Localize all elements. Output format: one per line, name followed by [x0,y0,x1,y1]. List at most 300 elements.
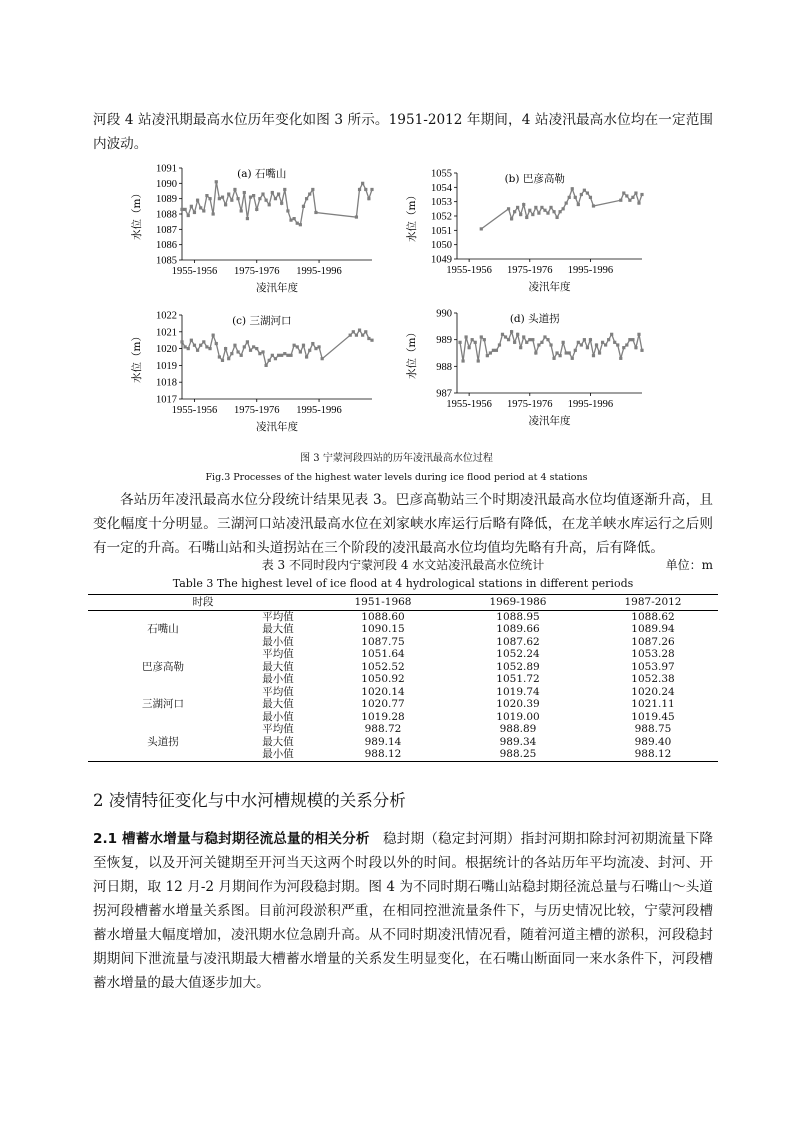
table-row [88,723,718,736]
data-point [559,354,562,357]
data-point [240,209,243,212]
data-point [246,340,249,343]
chart-d-svg [395,305,655,445]
cell: 988.75 [634,723,672,735]
data-point [180,208,183,211]
cell: 988.25 [448,748,588,761]
y-axis-label: 水位（m） [406,190,418,242]
data-point [480,227,483,230]
cell: 1090.15 [361,623,405,635]
station-name: 巴彦高勒 [142,660,184,673]
y-tick-label: 1087 [156,224,177,236]
data-point [221,359,224,362]
cell: 1020.14 [361,685,405,698]
data-point [562,207,565,210]
data-point [364,188,367,191]
data-point [184,208,187,211]
cell: 989.14 [364,735,402,748]
data-point [522,335,525,338]
data-point [218,197,221,200]
cell: 988.72 [364,723,402,735]
data-point [498,343,501,346]
data-point [637,333,640,336]
table-title-en: Table 3 The highest level of ice flood at 4 hydrological stations in different periods [172,577,634,590]
data-point [252,345,255,348]
data-point [525,341,528,344]
y-tick-label: 1053 [431,197,452,209]
data-point [510,330,513,333]
chart-b-svg [395,165,655,315]
data-point [616,343,619,346]
data-point [516,206,519,209]
data-point [507,207,510,210]
data-point [212,212,215,215]
data-point [236,197,239,200]
cell: 1087.75 [361,635,405,648]
data-point [513,341,516,344]
chart-a-svg [120,160,380,310]
x-tick-label: 1955-1956 [446,265,492,276]
cell: 1053.97 [631,660,675,673]
stats-table [88,594,718,762]
data-point [314,211,317,214]
data-point [577,203,580,206]
data-point [519,346,522,349]
cell: 1020.77 [361,698,405,710]
data-point [202,340,205,343]
x-tick-label: 1975-1976 [507,265,553,276]
data-point [601,341,604,344]
data-point [549,343,552,346]
x-tick-label: 1995-1996 [567,399,614,410]
data-point [212,334,215,337]
data-point [302,344,305,347]
y-axis-label: 水位（m） [406,327,418,379]
station-name: 三湖河口 [142,698,184,710]
data-point [314,347,317,350]
station-name: 石嘴山 [147,623,179,635]
data-point [580,193,583,196]
x-axis-label: 凌汛年度 [528,415,571,427]
data-point [622,191,625,194]
data-point [317,345,320,348]
cell: 1021.11 [631,698,675,710]
header-col: 1951-1968 [318,595,448,611]
data-point [468,346,471,349]
x-axis-label: 凌汛年度 [256,282,298,294]
data-point [595,343,598,346]
y-tick-label: 1086 [156,240,177,252]
data-point [252,194,255,197]
table-header-row [88,595,718,611]
data-point [283,352,286,355]
data-point [537,212,540,215]
data-point [230,352,233,355]
figure-caption-cn: 图 3 宁蒙河段四站的历年凌汛最高水位过程 [300,453,493,464]
data-point [202,209,205,212]
data-point [255,347,258,350]
data-point [224,203,227,206]
table-title-cn: 表 3 不同时段内宁蒙河段 4 水文站凌汛最高水位统计 [261,558,545,572]
cell: 1020.39 [496,698,540,710]
data-point [516,333,519,336]
stat-label: 最大值 [262,660,294,673]
data-point [311,342,314,345]
data-point [583,338,586,341]
chart-b [395,165,655,319]
data-point [308,192,311,195]
cell: 988.89 [499,723,537,735]
data-point [604,343,607,346]
stat-label: 最小值 [262,673,294,685]
y-tick-label: 1022 [156,310,177,322]
data-point [280,202,283,205]
cell: 1052.89 [496,660,540,673]
data-point [224,347,227,350]
data-point [631,196,634,199]
stat-label: 最小值 [262,635,294,648]
data-point [555,216,558,219]
data-point [495,349,498,352]
data-point [271,191,274,194]
data-point [534,206,537,209]
data-point [619,357,622,360]
stat-label: 最大值 [262,735,294,748]
data-point [261,350,264,353]
data-point [543,335,546,338]
data-point [205,194,208,197]
data-point [528,338,531,341]
paragraph-2: 各站历年凌汛最高水位分段统计结果见表 3。巴彦高勒站三个时期凌汛最高水位均值逐渐升高，且变化幅度十分明显。三湖河口站凌汛最高水位在刘家峡水库运行后略有降低，在龙羊峡水库运行之后则有一定的升高。石嘴山站和头道拐站在三个阶段的凌汛最高水位均值均先略有升高，后有降低。 [93,492,713,556]
data-point [193,211,196,214]
data-point [218,355,221,358]
data-point [233,188,236,191]
data-point [589,196,592,199]
data-point [546,338,549,341]
data-point [243,345,246,348]
data-point [358,188,361,191]
data-point [199,206,202,209]
data-point [461,359,464,362]
data-point [634,191,637,194]
station-name: 头道拐 [88,723,238,761]
data-point [286,209,289,212]
data-point [634,346,637,349]
data-point [592,204,595,207]
data-point [258,352,261,355]
data-point [286,354,289,357]
data-point [199,344,202,347]
subsection-paragraph [93,827,713,995]
cell: 1053.28 [631,648,675,660]
data-point [628,199,631,202]
header-col: 1987-2012 [588,595,718,611]
chart-d [395,305,655,449]
data-point [531,338,534,341]
data-point [537,343,540,346]
data-point [308,349,311,352]
data-point [474,341,477,344]
data-point [227,357,230,360]
data-point [261,192,264,195]
data-point [562,341,565,344]
subsection-heading: 2.1 槽蓄水增量与稳封期径流总量的相关分析 [93,831,370,847]
data-point [364,330,367,333]
data-point [483,338,486,341]
chart-title: (d) 头道拐 [509,313,560,325]
data-point [321,357,324,360]
data-point [355,334,358,337]
y-tick-label: 1019 [156,360,177,372]
data-point [221,196,224,199]
data-point [249,349,252,352]
chart-c-svg [120,307,380,447]
data-point [240,354,243,357]
y-tick-label: 990 [436,308,452,320]
cell: 1089.94 [631,623,675,635]
data-point [230,199,233,202]
x-tick-label: 1975-1976 [234,405,280,416]
y-tick-label: 1054 [431,182,452,194]
cell: 1087.26 [631,635,675,648]
data-point [236,350,239,353]
data-point [302,205,305,208]
x-tick-label: 1975-1976 [234,266,280,277]
x-tick-label: 1995-1996 [296,405,342,416]
data-point [280,354,283,357]
x-tick-label: 1955-1956 [171,266,218,277]
x-tick-label: 1975-1976 [507,399,553,410]
cell: 988.12 [588,748,718,761]
data-point [568,351,571,354]
stat-label: 最大值 [262,698,294,710]
data-point [486,354,489,357]
data-point [268,203,271,206]
data-point [586,346,589,349]
data-point [361,182,364,185]
stat-label: 最小值 [262,710,294,723]
stat-label: 平均值 [262,723,294,735]
y-tick-label: 987 [436,388,452,400]
data-point [574,196,577,199]
data-point [215,180,218,183]
data-point [293,217,296,220]
data-point [637,202,640,205]
data-point [352,330,355,333]
data-point [184,345,187,348]
data-point [525,216,528,219]
cell: 1051.64 [361,648,405,660]
data-point [625,194,628,197]
cell: 1088.95 [496,610,540,623]
data-point [622,346,625,349]
data-point [190,339,193,342]
data-point [305,197,308,200]
data-point [531,213,534,216]
data-point [305,355,308,358]
data-point [187,214,190,217]
data-point [208,347,211,350]
stat-label: 平均值 [262,648,294,660]
header-period: 时段 [88,595,318,611]
y-tick-label: 1051 [431,225,452,237]
data-point [571,357,574,360]
data-point [358,329,361,332]
data-point [583,189,586,192]
y-tick-label: 988 [436,361,452,373]
data-point [568,196,571,199]
data-point [274,197,277,200]
data-point [193,344,196,347]
intro-paragraph: 河段 4 站凌汛期最高水位历年变化如图 3 所示。1951-2012 年期间，4 站凌汛最高水位均在一定范围内波动。 [93,112,713,152]
data-point [355,215,358,218]
data-point [246,217,249,220]
x-axis-label: 凌汛年度 [528,281,571,293]
data-point [227,192,230,195]
cell: 989.40 [634,735,672,748]
data-point [180,340,183,343]
data-point [574,349,577,352]
cell: 1052.38 [631,673,675,685]
cell: 1087.62 [496,635,540,648]
cell: 988.12 [318,748,448,761]
data-point [243,191,246,194]
data-point [552,210,555,213]
data-point [640,193,643,196]
data-point [565,202,568,205]
y-axis-label: 水位（m） [131,188,143,240]
y-tick-label: 1017 [156,394,177,406]
data-point [610,333,613,336]
data-point [274,357,277,360]
data-point [625,343,628,346]
cell: 1088.62 [631,610,675,623]
data-point [458,341,461,344]
data-point [586,191,589,194]
chart-title: (c) 三湖河口 [232,315,292,327]
section-heading: 2 凌情特征变化与中水河槽规模的关系分析 [93,791,406,810]
y-axis-label: 水位（m） [131,331,143,383]
data-point [349,334,352,337]
chart-title: (a) 石嘴山 [237,168,287,180]
data-point [589,338,592,341]
data-point [477,359,480,362]
y-tick-label: 1020 [156,344,177,356]
data-point [367,337,370,340]
data-point [559,210,562,213]
data-point [299,350,302,353]
cell: 989.34 [499,735,537,748]
data-point [592,354,595,357]
data-point [613,341,616,344]
chart-a [120,160,380,314]
y-tick-label: 1050 [431,240,452,252]
data-point [296,345,299,348]
data-point [233,344,236,347]
data-point [264,364,267,367]
y-tick-label: 1052 [431,211,452,223]
data-point [255,208,258,211]
cell: 1019.74 [496,685,540,698]
data-point [361,334,364,337]
data-point [258,197,261,200]
y-tick-label: 989 [436,335,452,347]
data-point [540,206,543,209]
data-point [367,197,370,200]
data-point [249,196,252,199]
y-tick-label: 1049 [431,254,452,266]
data-point [196,199,199,202]
data-point [268,359,271,362]
data-point [215,342,218,345]
data-point [522,203,525,206]
data-point [492,349,495,352]
data-point [190,205,193,208]
data-point [293,344,296,347]
data-point [480,335,483,338]
data-point [580,343,583,346]
data-point [205,345,208,348]
chart-title: (b) 巴彦高勒 [504,173,565,185]
cell: 1089.66 [496,623,540,635]
data-point [619,199,622,202]
data-point [552,357,555,360]
y-tick-label: 1021 [156,327,177,339]
data-point [546,212,549,215]
cell: 1019.28 [361,710,405,723]
data-point [289,219,292,222]
table-row [88,610,718,623]
data-point [528,209,531,212]
data-point [196,349,199,352]
cell: 1052.52 [361,660,405,673]
data-point [277,354,280,357]
x-axis-label: 凌汛年度 [256,421,298,433]
cell: 1019.00 [496,710,540,723]
y-tick-label: 1018 [156,377,177,389]
data-point [628,338,631,341]
x-tick-label: 1955-1956 [171,405,218,416]
data-point [549,206,552,209]
y-tick-label: 1090 [156,178,177,190]
y-tick-label: 1055 [431,168,452,180]
data-point [571,187,574,190]
table-unit: 单位：m [665,558,713,572]
x-tick-label: 1955-1956 [446,399,492,410]
data-point [370,339,373,342]
data-point [534,351,537,354]
data-point [565,351,568,354]
data-point [370,188,373,191]
data-point [187,347,190,350]
figure-caption-en: Fig.3 Processes of the highest water levels during ice flood period at 4 stations [205,472,588,483]
data-point [598,351,601,354]
data-point [519,213,522,216]
data-point [501,333,504,336]
chart-c [120,307,380,451]
table-row [88,686,718,699]
header-col: 1969-1986 [448,595,588,611]
data-point [296,222,299,225]
data-point [471,338,474,341]
data-point [507,338,510,341]
cell: 1020.24 [631,685,675,698]
data-point [283,188,286,191]
data-point [464,335,467,338]
y-tick-label: 1088 [156,209,177,221]
data-point [299,223,302,226]
y-tick-label: 1085 [156,255,177,267]
